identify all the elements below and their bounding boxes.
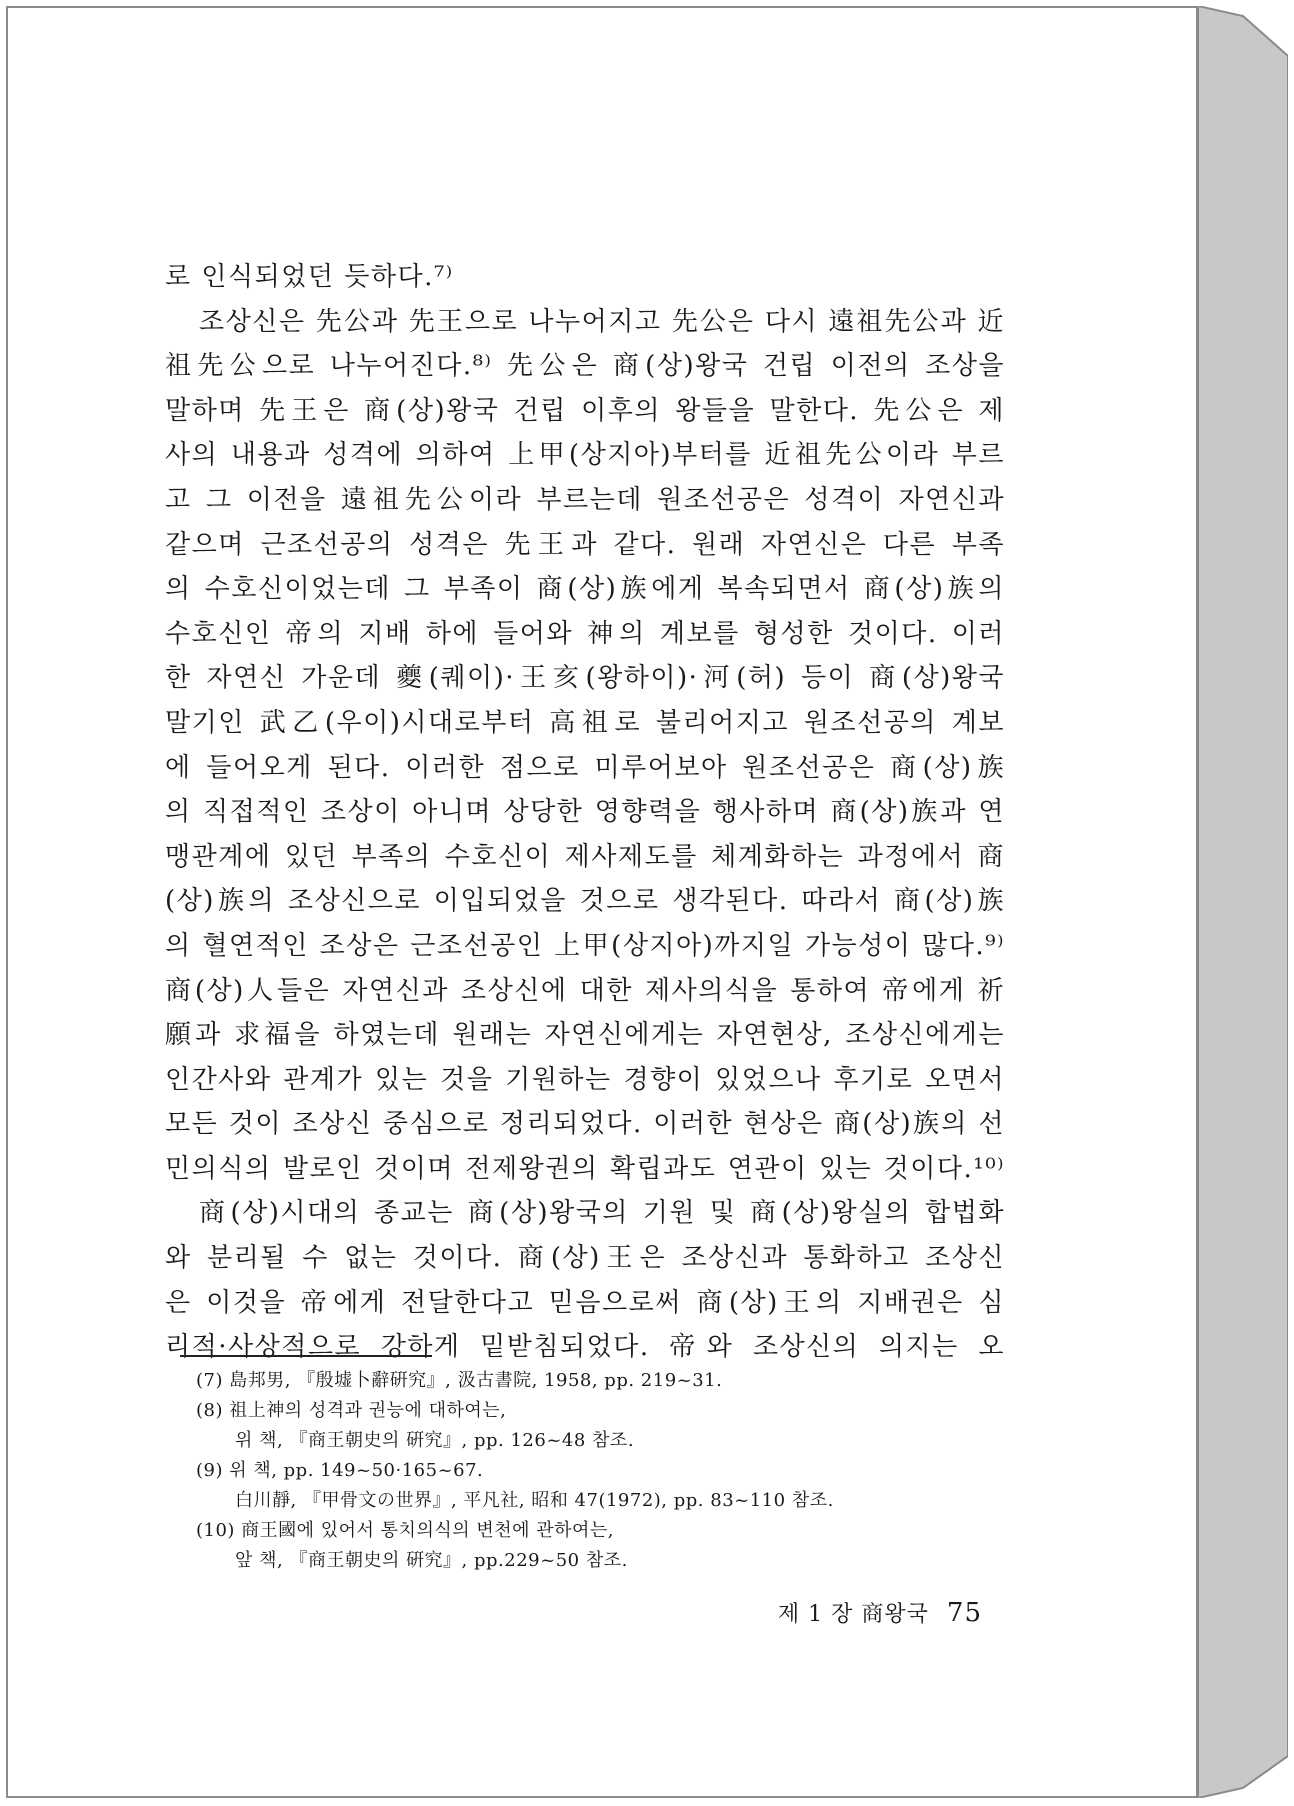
footnotes [196,1366,976,1576]
body-line: 수호신인 帝의 지배 하에 들어와 神의 계보를 형성한 것이다. 이러 [165,618,1005,649]
body-line: 인간사와 관계가 있는 것을 기원하는 경향이 있었으나 후기로 오면서 [165,1064,1005,1095]
body-line: (상)族의 조상신으로 이입되었을 것으로 생각된다. 따라서 商(상)族 [165,886,1005,917]
body-line: 한 자연신 가운데 夔(퀘이)·王亥(왕하이)·河(허) 등이 商(상)왕국 [165,663,1005,694]
body-line: 에 들어오게 된다. 이러한 점으로 미루어보아 원조선공은 商(상)族 [165,752,1005,783]
footnote-line: 白川靜, 『甲骨文の世界』, 平凡社, 昭和 47(1972), pp. 83~110 참조. [235,1490,834,1511]
body-line: 의 직접적인 조상이 아니며 상당한 영향력을 행사하며 商(상)族과 연 [165,797,1005,828]
footnote-line: (10) 商王國에 있어서 통치의식의 변천에 관하여는, [196,1520,614,1541]
body-line: 의 수호신이었는데 그 부족이 商(상)族에게 복속되면서 商(상)族의 [165,574,1005,605]
footnote-line: (7) 島邦男, 『殷墟卜辭硏究』, 汲古書院, 1958, pp. 219~31. [196,1370,723,1391]
body-line: 로 인식되었던 듯하다.⁷⁾ [165,262,454,292]
body-text [165,255,1005,1370]
page-number: 75 [946,1598,982,1628]
chapter-label: 제 1 장 商왕국 [777,1602,929,1627]
body-line: 와 분리될 수 없는 것이다. 商(상)王은 조상신과 통화하고 조상신 [165,1243,1005,1274]
body-line: 고 그 이전을 遠祖先公이라 부르는데 원조선공은 성격이 자연신과 [165,484,1005,515]
footnote-rule [180,1355,432,1357]
body-line: 말기인 武乙(우이)시대로부터 高祖로 불리어지고 원조선공의 계보 [165,707,1005,738]
footnote-line: 앞 책, 『商王朝史의 硏究』, pp.229~50 참조. [235,1550,628,1571]
footnote-line: (9) 위 책, pp. 149~50·165~67. [196,1460,484,1481]
body-line: 사의 내용과 성격에 의하여 上甲(상지아)부터를 近祖先公이라 부르 [165,440,1005,471]
body-line: 맹관계에 있던 부족의 수호신이 제사제도를 체계화하는 과정에서 商 [165,841,1005,872]
body-line: 모든 것이 조상신 중심으로 정리되었다. 이러한 현상은 商(상)族의 선 [165,1109,1005,1140]
body-line: 商(상)人들은 자연신과 조상신에 대한 제사의식을 통하여 帝에게 祈 [165,975,1005,1006]
body-line: 願과 求福을 하였는데 원래는 자연신에게는 자연현상, 조상신에게는 [165,1020,1005,1051]
body-line: 祖先公으로 나누어진다.⁸⁾ 先公은 商(상)왕국 건립 이전의 조상을 [165,351,1005,382]
body-line: 리적·사상적으로 강하게 밑받침되었다. 帝와 조상신의 의지는 오 [165,1332,1005,1363]
book-spine [1198,6,1288,1798]
body-line: 민의식의 발로인 것이며 전제왕권의 확립과도 연관이 있는 것이다.¹⁰⁾ [165,1153,1005,1184]
body-line: 같으며 근조선공의 성격은 先王과 같다. 원래 자연신은 다른 부족 [165,529,1005,560]
body-line: 말하며 先王은 商(상)왕국 건립 이후의 왕들을 말한다. 先公은 제 [165,395,1005,426]
body-line: 은 이것을 帝에게 전달한다고 믿음으로써 商(상)王의 지배권은 심 [165,1287,1005,1318]
footnote-line: (8) 祖上神의 성격과 권능에 대하여는, [196,1400,507,1421]
body-line: 의 혈연적인 조상은 근조선공인 上甲(상지아)까지일 가능성이 많다.⁹⁾ [165,930,1005,961]
body-line: 조상신은 先公과 先王으로 나누어지고 先公은 다시 遠祖先公과 近 [199,306,1005,337]
footnote-line: 위 책, 『商王朝史의 硏究』, pp. 126~48 참조. [235,1430,635,1451]
body-line: 商(상)시대의 종교는 商(상)왕국의 기원 및 商(상)왕실의 합법화 [199,1198,1005,1229]
page-folio [778,1597,982,1628]
